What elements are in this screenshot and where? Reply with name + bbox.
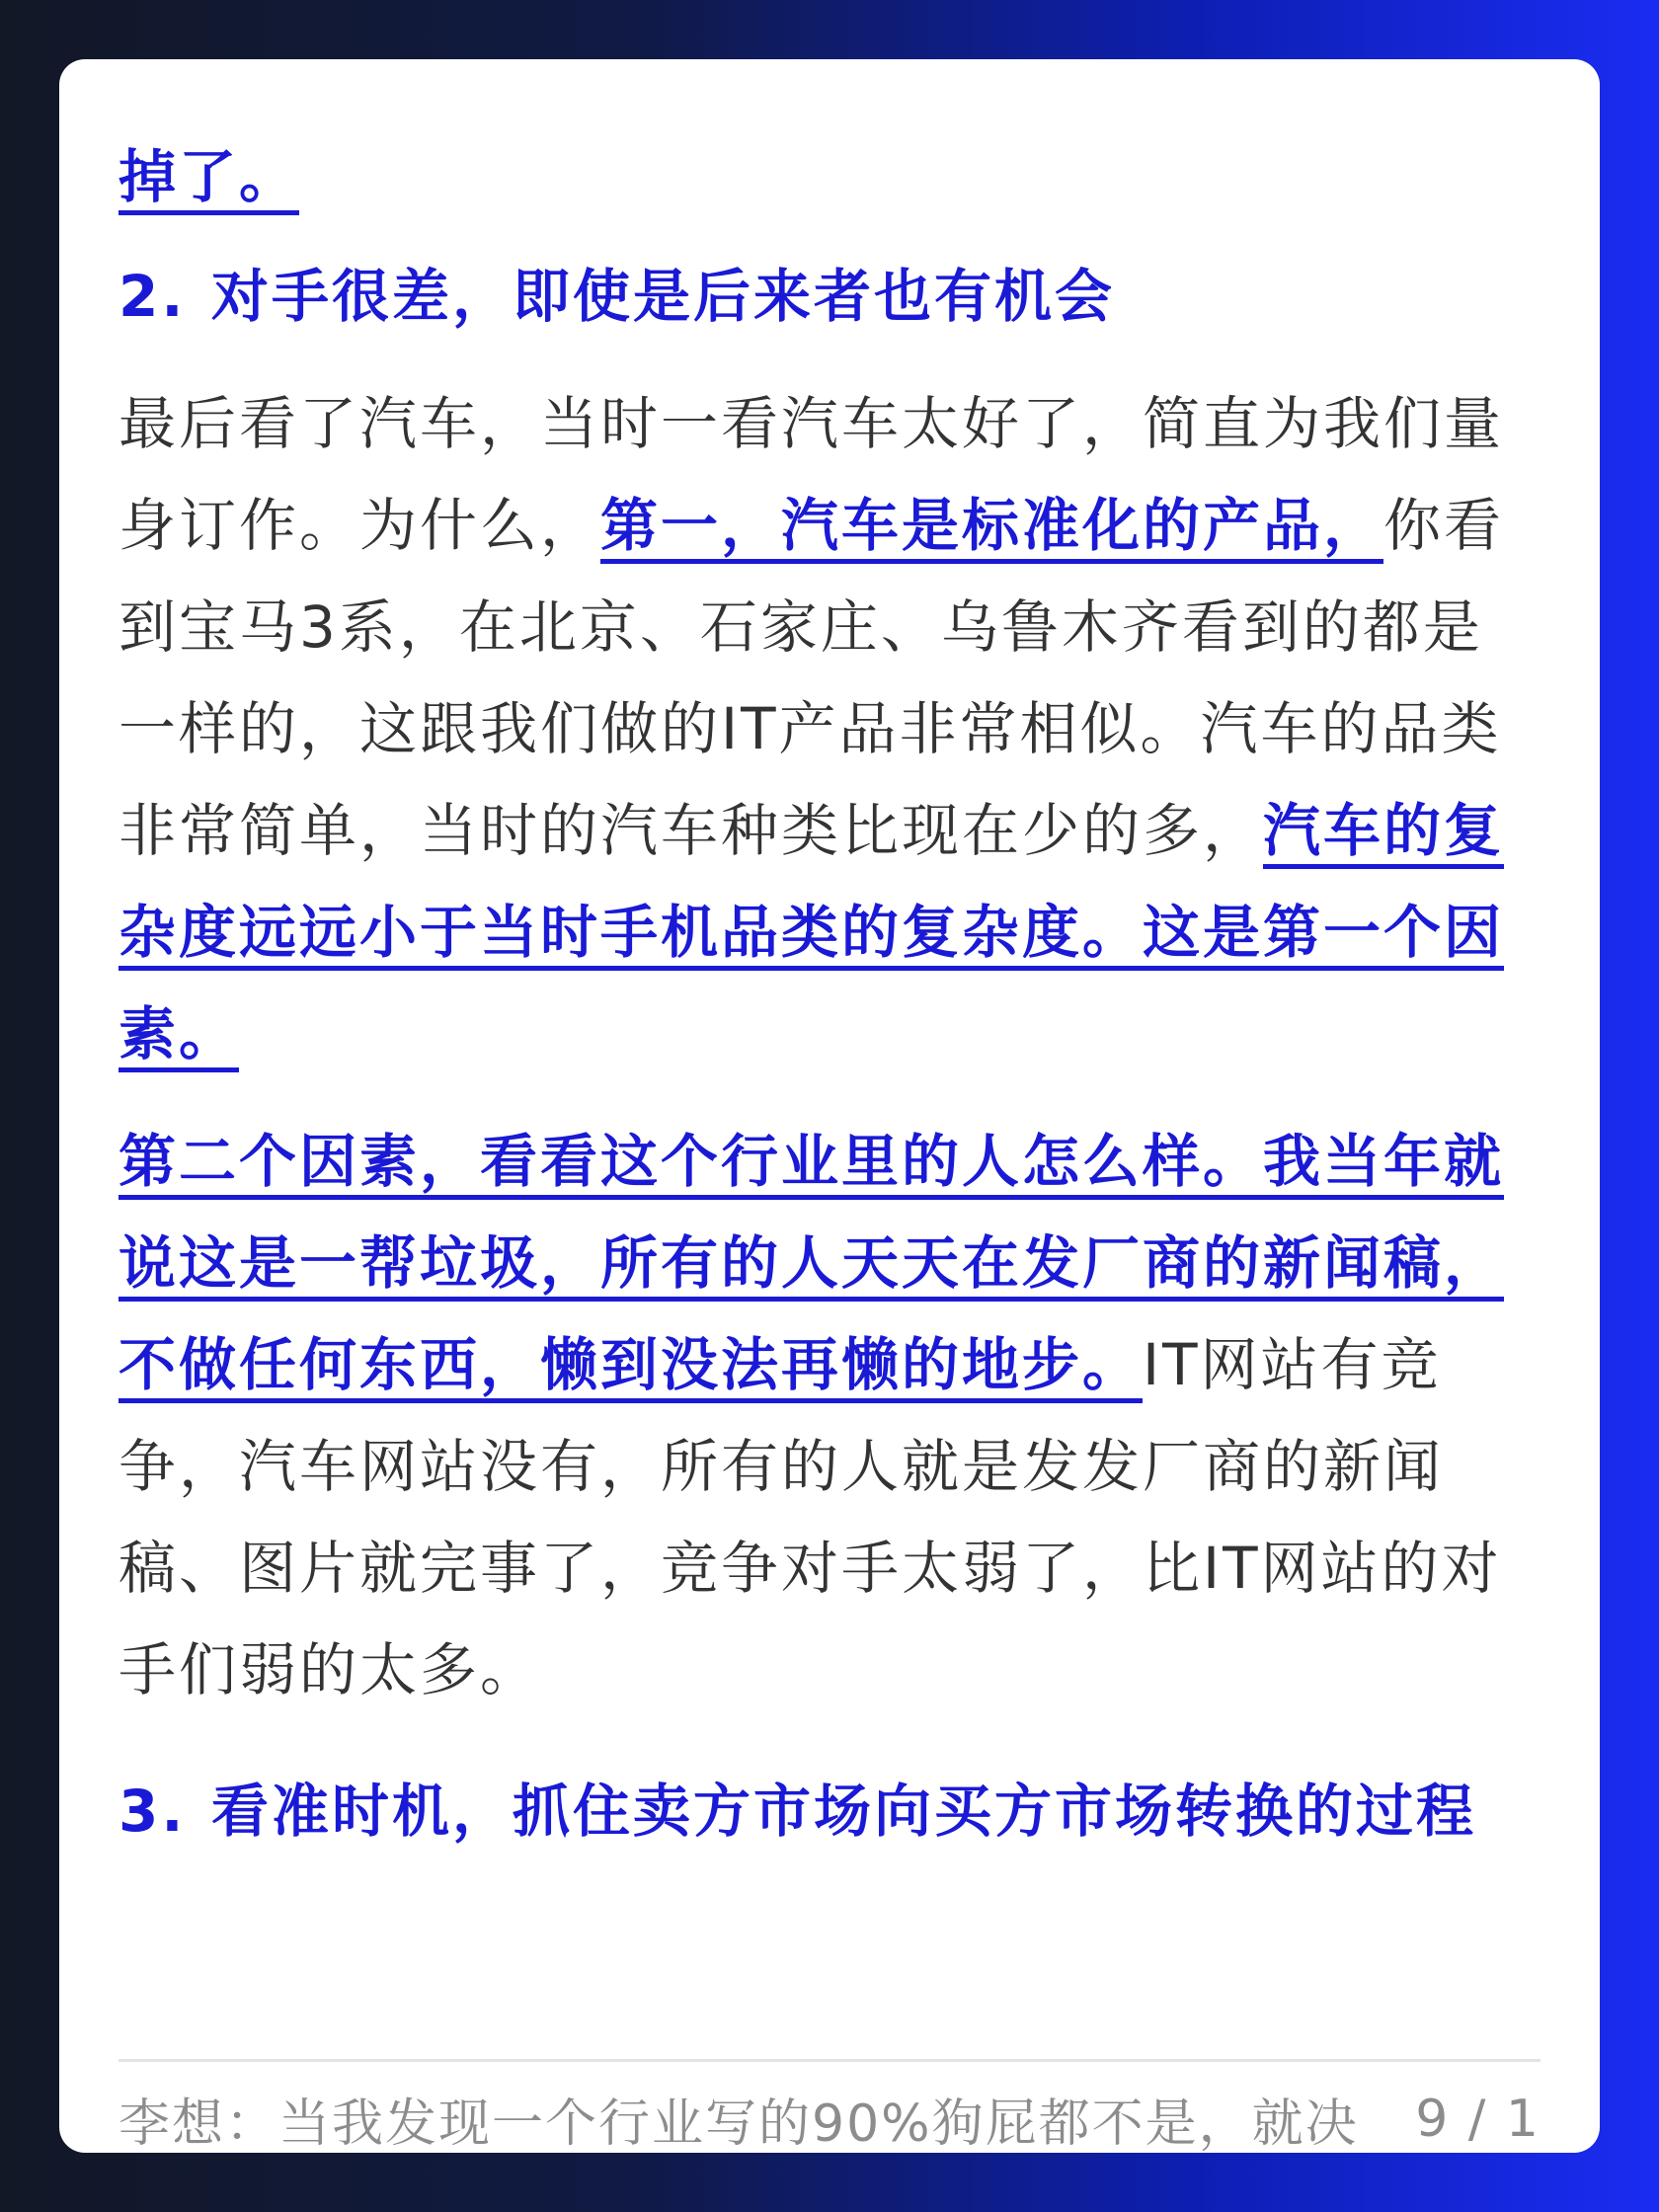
paragraph-text: IT网站有竞争，汽车网站没有，所有的人就是发发厂商的新闻稿、图片就完事了，竞争对手太弱了，比IT网站的对手们弱的太多。: [118, 1331, 1502, 1703]
paragraph-competitors: [118, 1111, 1540, 1721]
intro-paragraph: [118, 126, 1540, 228]
section-3-title: 看准时机，抓住卖方市场向买方市场转换的过程: [211, 1778, 1477, 1845]
article-body: [118, 126, 1540, 1862]
section-3-number: 3.: [118, 1778, 187, 1845]
highlight-second-factor: 第二个因素，看看这个行业里的人怎么样。我当年就说这是一帮垃圾，所有的人天天在发厂商的新闻稿，不做任何东西，懒到没法再懒的地步。: [118, 1128, 1504, 1403]
paragraph-automobile: [118, 373, 1540, 1085]
section-2-heading: [118, 246, 1540, 348]
highlight-standardized: 第一，汽车是标准化的产品，: [600, 492, 1383, 564]
footer: [118, 2059, 1540, 2153]
section-3-heading: [118, 1761, 1540, 1862]
highlight-complexity: 汽车的复杂度远远小于当时手机品类的复杂度。这是第一个因素。: [118, 797, 1504, 1072]
paragraph-text: 你看到宝马3系，在北京、石家庄、乌鲁木齐看到的都是一样的，这跟我们做的IT产品非常相似。汽车的品类非常简单，当时的汽车种类比现在少的多，: [118, 492, 1505, 864]
paragraph-text: 最后看了汽车，当时一看汽车太好了，简直为我们量身订作。为什么，: [118, 390, 1505, 559]
section-2-title: 对手很差，即使是后来者也有机会: [211, 263, 1116, 330]
section-2-number: 2.: [118, 263, 187, 330]
footer-caption: 李想：当我发现一个行业写的90%狗屁都不是，就决: [118, 2094, 1359, 2153]
content-card: [59, 59, 1600, 2153]
page-indicator: 9 / 1: [1415, 2089, 1540, 2149]
intro-highlight: 掉了。: [118, 143, 299, 215]
